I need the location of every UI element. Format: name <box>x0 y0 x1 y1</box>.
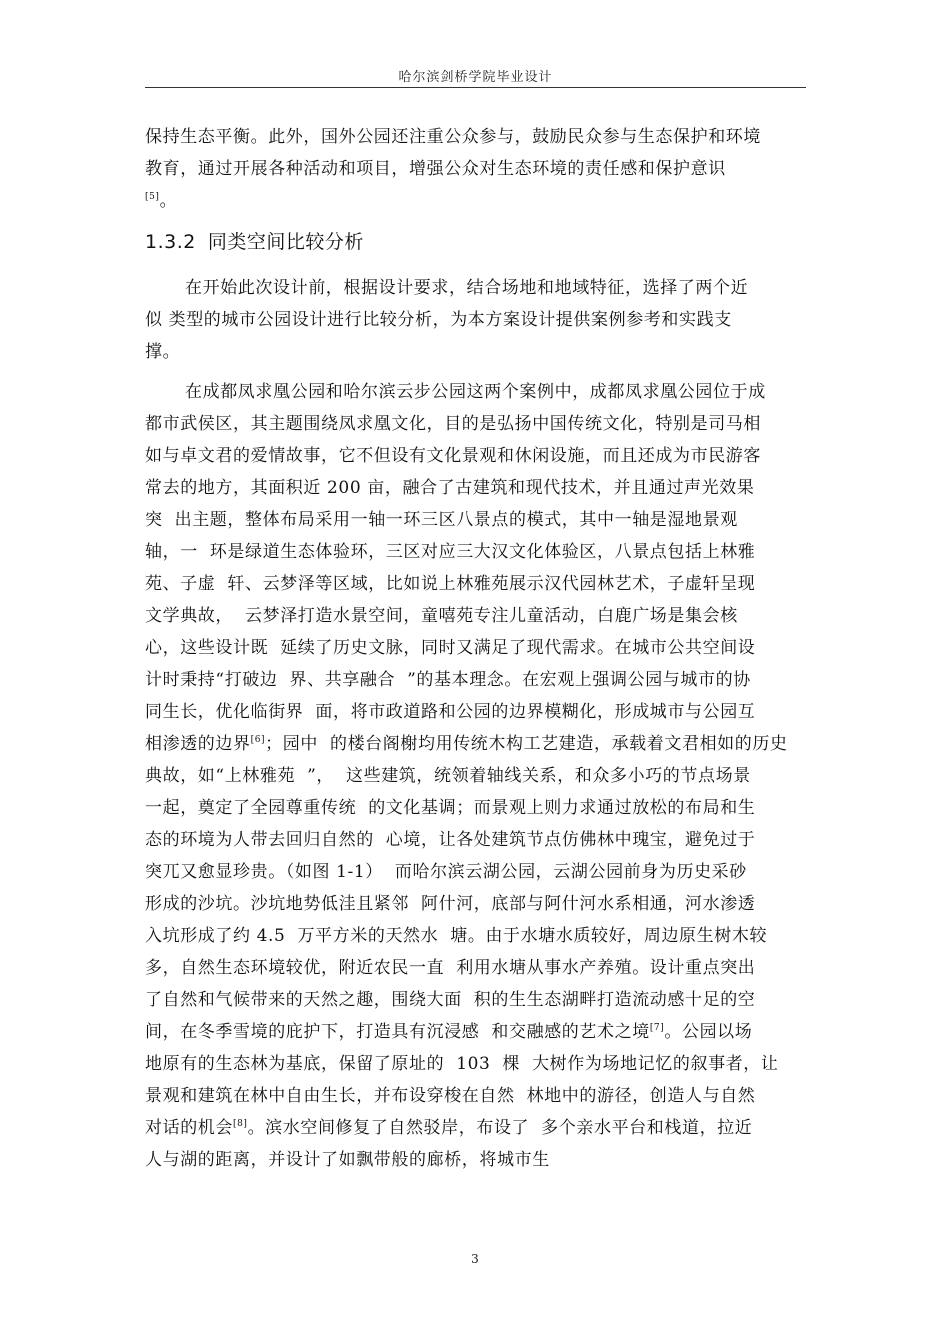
text-line: 态的环境为人带去回归自然的 心境，让各处建筑节点仿佛林中瑰宝，避免过于 <box>145 830 756 850</box>
text-line: 都市武侯区，其主题围绕凤求凰文化，目的是弘扬中国传统文化，特别是司马相 <box>145 414 761 434</box>
paragraph-3 <box>145 376 815 1176</box>
text-line: 保持生态平衡。此外，国外公园还注重公众参与，鼓励民众参与生态保护和环境 <box>145 127 761 147</box>
text-line: 典故，如“上林雅苑 ”， 这些建筑，统领着轴线关系，和众多小巧的节点场景 <box>145 766 751 786</box>
text-fragment: 。公园以场 <box>664 1022 753 1042</box>
page-number: 3 <box>471 1252 479 1266</box>
text-line <box>145 1112 815 1144</box>
text-line: 文学典故， 云梦泽打造水景空间，童嘻苑专注儿童活动，白鹿广场是集会核 <box>145 606 738 626</box>
text-line: 常去的地方，其面积近 200 亩，融合了古建筑和现代技术，并且通过声光效果 <box>145 478 755 498</box>
text-line: 在成都凤求凰公园和哈尔滨云步公园这两个案例中，成都凤求凰公园位于成 <box>185 382 766 402</box>
text-fragment: 对话的机会 <box>145 1118 233 1138</box>
section-heading <box>145 227 364 254</box>
text-line <box>145 728 815 760</box>
citation-ref: [8] <box>233 1119 248 1129</box>
text-line <box>145 1016 815 1048</box>
text-line: 撑。 <box>145 342 181 362</box>
text-line: 教育，通过开展各种活动和项目，增强公众对生态环境的责任感和保护意识 <box>145 159 726 179</box>
text-line: 景观和建筑在林中自由生长，并布设穿梭在自然 林地中的游径，创造人与自然 <box>145 1086 756 1106</box>
text-line: 人与湖的距离，并设计了如飘带般的廊桥，将城市生 <box>145 1150 550 1170</box>
section-title: 同类空间比较分析 <box>207 231 364 253</box>
text-line: 一起，奠定了全园尊重传统 的文化基调；而景观上则力求通过放松的布局和生 <box>145 798 756 818</box>
text-line: 计时秉持“打破边 界、共享融合 ”的基本理念。在宏观上强调公园与城市的协 <box>145 670 751 690</box>
text-fragment: ；园中 的楼台阁榭均用传统木构工艺建造，承载着文君相如的历史 <box>265 734 788 754</box>
text-fragment: 间，在冬季雪境的庇护下，打造具有沉浸感 和交融感的艺术之境 <box>145 1022 650 1042</box>
text-line: 在开始此次设计前，根据设计要求，结合场地和地域特征，选择了两个近 <box>185 278 749 298</box>
text-line: 地原有的生态林为基底，保留了原址的 103 棵 大树作为场地记忆的叙事者，让 <box>145 1054 779 1074</box>
citation-ref: [6] <box>250 735 266 745</box>
page-header: 哈尔滨剑桥学院毕业设计 <box>398 70 553 85</box>
text-line <box>145 185 815 217</box>
text-line: 突兀又愈显珍贵。（如图 1-1） 而哈尔滨云湖公园，云湖公园前身为历史采砂 <box>145 862 747 882</box>
text-line: 心，这些设计既 延续了历史文脉，同时又满足了现代需求。在城市公共空间设 <box>145 638 756 658</box>
section-number: 1.3.2 <box>145 231 196 253</box>
text-line: 苑、子虚 轩、云梦泽等区域，比如说上林雅苑展示汉代园林艺术，子虚轩呈现 <box>145 574 756 594</box>
paragraph-1 <box>145 121 815 217</box>
text-line: 了自然和气候带来的天然之趣，围绕大面 积的生生态湖畔打造流动感十足的空 <box>145 990 756 1010</box>
text-line: 如与卓文君的爱情故事，它不但设有文化景观和休闲设施，而且还成为市民游客 <box>145 446 761 466</box>
text-line: 入坑形成了约 4.5 万平方米的天然水 塘。由于水塘水质较好，周边原生树木较 <box>145 926 768 946</box>
text-line: 同生长，优化临街界 面，将市政道路和公园的边界模糊化，形成城市与公园互 <box>145 702 756 722</box>
text-line: 似 类型的城市公园设计进行比较分析，为本方案设计提供案例参考和实践支 <box>145 310 732 330</box>
text-fragment: 。滨水空间修复了自然驳岸，布设了 多个亲水平台和栈道，拉近 <box>247 1118 753 1138</box>
header-rule <box>145 87 806 88</box>
text-line: 多，自然生态环境较优，附近农民一直 利用水塘从事水产养殖。设计重点突出 <box>145 958 756 978</box>
text-fragment: 相渗透的边界 <box>145 734 251 754</box>
text-line: 突 出主题，整体布局采用一轴一环三区八景点的模式，其中一轴是湿地景观 <box>145 510 738 530</box>
paragraph-2 <box>145 272 815 368</box>
citation-ref: [5] <box>145 192 160 202</box>
text-line: 形成的沙坑。沙坑地势低洼且紧邻 阿什河，底部与阿什河水系相通，河水渗透 <box>145 894 756 914</box>
citation-ref: [7] <box>649 1023 665 1033</box>
text-fragment: 。 <box>159 191 178 211</box>
text-line: 轴，一 环是绿道生态体验环，三区对应三大汉文化体验区，八景点包括上林雅 <box>145 542 756 562</box>
